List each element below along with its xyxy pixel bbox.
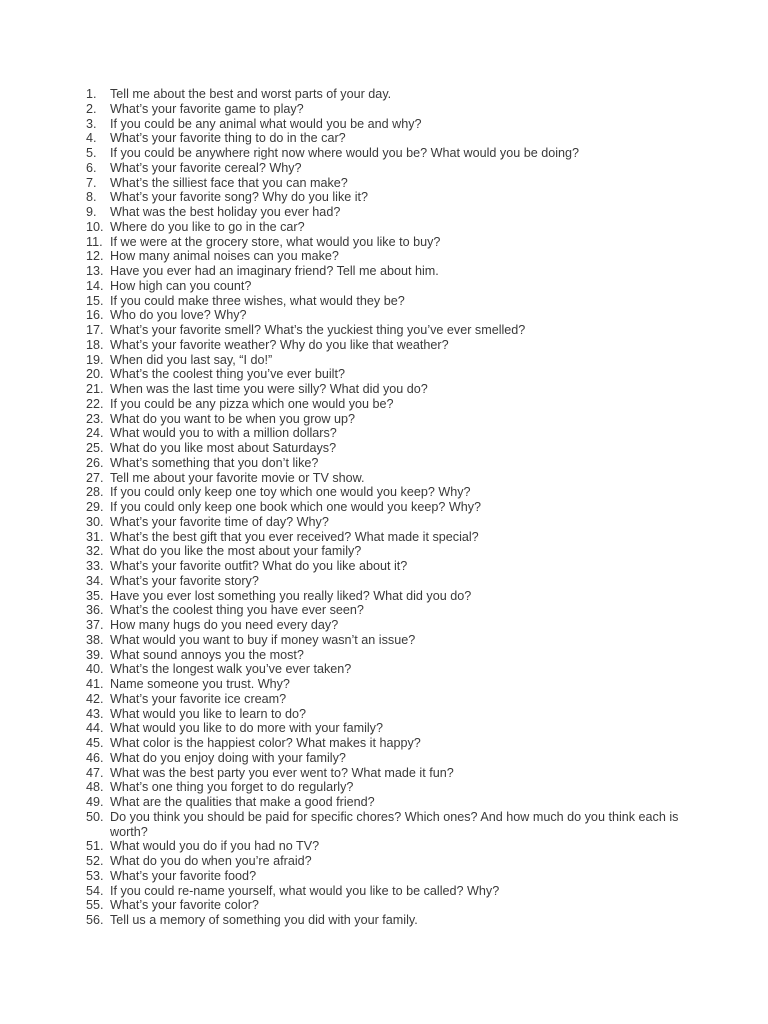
question-number: 23. bbox=[86, 411, 104, 426]
question-item bbox=[86, 485, 686, 500]
question-item bbox=[86, 515, 686, 530]
question-item bbox=[86, 574, 686, 589]
question-text: What’s your favorite color? bbox=[110, 898, 259, 913]
question-item bbox=[86, 382, 686, 397]
question-number: 40. bbox=[86, 662, 104, 677]
question-number: 6. bbox=[86, 160, 97, 175]
question-number: 30. bbox=[86, 514, 104, 529]
question-text: What was the best holiday you ever had? bbox=[110, 205, 341, 219]
question-number: 11. bbox=[86, 234, 103, 249]
question-item bbox=[86, 544, 686, 559]
question-number: 43. bbox=[86, 706, 104, 721]
question-number: 35. bbox=[86, 588, 104, 603]
question-item bbox=[86, 530, 686, 545]
question-text: What do you like the most about your family? bbox=[110, 544, 362, 559]
question-number: 38. bbox=[86, 632, 104, 647]
question-item bbox=[86, 338, 686, 353]
question-number: 19. bbox=[86, 352, 104, 367]
question-number: 46. bbox=[86, 750, 104, 765]
question-number: 18. bbox=[86, 337, 104, 352]
question-item bbox=[86, 677, 686, 692]
question-text: What would you to with a million dollars? bbox=[110, 426, 337, 441]
question-item bbox=[86, 205, 686, 220]
question-list bbox=[86, 87, 686, 928]
question-item bbox=[86, 161, 686, 176]
question-item bbox=[86, 353, 686, 368]
question-text: What color is the happiest color? What makes it happy? bbox=[110, 736, 421, 750]
question-text: What would you like to learn to do? bbox=[110, 706, 307, 721]
question-item bbox=[86, 707, 686, 722]
question-number: 27. bbox=[86, 470, 104, 485]
question-number: 44. bbox=[86, 721, 104, 736]
question-number: 20. bbox=[86, 367, 104, 382]
question-text: What’s your favorite food? bbox=[110, 868, 257, 883]
question-item bbox=[86, 648, 686, 663]
question-number: 54. bbox=[86, 883, 104, 898]
question-text: If you could re-name yourself, what would you like to be called? Why? bbox=[110, 883, 500, 898]
question-number: 4. bbox=[86, 131, 97, 146]
question-item bbox=[86, 618, 686, 633]
question-number: 12. bbox=[86, 249, 104, 264]
question-text: What’s one thing you forget to do regularly? bbox=[110, 780, 354, 795]
question-number: 24. bbox=[86, 426, 104, 441]
question-text: If you could be any pizza which one would you be? bbox=[110, 396, 394, 411]
question-text: What’s your favorite time of day? Why? bbox=[110, 514, 329, 529]
question-number: 5. bbox=[86, 146, 97, 160]
question-number: 29. bbox=[86, 500, 104, 514]
question-text: Do you think you should be paid for specific chores? Which ones? And how much do you think each is worth? bbox=[110, 809, 682, 839]
question-text: If we were at the grocery store, what would you like to buy? bbox=[110, 234, 441, 249]
question-number: 34. bbox=[86, 573, 104, 588]
question-text: What’s your favorite story? bbox=[110, 573, 259, 588]
question-text: Who do you love? Why? bbox=[110, 308, 247, 323]
question-item bbox=[86, 397, 686, 412]
question-item bbox=[86, 839, 686, 854]
question-item bbox=[86, 367, 686, 382]
question-item bbox=[86, 692, 686, 707]
question-text: Have you ever lost something you really liked? What did you do? bbox=[110, 588, 472, 603]
question-number: 25. bbox=[86, 441, 104, 455]
question-number: 13. bbox=[86, 264, 104, 278]
question-number: 16. bbox=[86, 308, 104, 323]
question-text: If you could be anywhere right now where would you be? What would you be doing? bbox=[110, 146, 580, 160]
question-item bbox=[86, 456, 686, 471]
question-item bbox=[86, 766, 686, 781]
question-item bbox=[86, 176, 686, 191]
question-number: 22. bbox=[86, 396, 104, 411]
question-number: 2. bbox=[86, 101, 97, 116]
question-item bbox=[86, 264, 686, 279]
question-text: How high can you count? bbox=[110, 278, 252, 293]
question-number: 42. bbox=[86, 691, 104, 706]
question-item bbox=[86, 913, 686, 928]
question-text: What’s your favorite game to play? bbox=[110, 101, 304, 116]
question-number: 55. bbox=[86, 898, 104, 913]
question-number: 49. bbox=[86, 795, 104, 809]
question-number: 56. bbox=[86, 913, 104, 927]
question-number: 48. bbox=[86, 780, 104, 795]
question-item bbox=[86, 426, 686, 441]
question-text: What’s the best gift that you ever received? What made it special? bbox=[110, 529, 479, 544]
question-number: 52. bbox=[86, 854, 104, 868]
question-text: What’s the longest walk you’ve ever taken? bbox=[110, 662, 352, 677]
question-number: 7. bbox=[86, 175, 97, 190]
question-item bbox=[86, 441, 686, 456]
question-text: What was the best party you ever went to? What made it fun? bbox=[110, 765, 454, 780]
question-number: 9. bbox=[86, 205, 97, 219]
question-item bbox=[86, 131, 686, 146]
question-item bbox=[86, 146, 686, 161]
question-text: What’s the silliest face that you can make? bbox=[110, 175, 348, 190]
question-number: 37. bbox=[86, 618, 104, 632]
question-item bbox=[86, 898, 686, 913]
question-text: What’s something that you don’t like? bbox=[110, 455, 319, 470]
question-text: What would you want to buy if money wasn’t an issue? bbox=[110, 632, 416, 647]
question-text: What’s the coolest thing you have ever seen? bbox=[110, 603, 364, 618]
question-item bbox=[86, 190, 686, 205]
question-number: 15. bbox=[86, 293, 104, 308]
question-item bbox=[86, 633, 686, 648]
question-item bbox=[86, 323, 686, 338]
question-item bbox=[86, 810, 686, 840]
question-number: 1. bbox=[86, 87, 97, 101]
question-item bbox=[86, 721, 686, 736]
question-number: 51. bbox=[86, 839, 104, 854]
question-number: 8. bbox=[86, 190, 97, 205]
question-text: What sound annoys you the most? bbox=[110, 647, 304, 662]
question-number: 50. bbox=[86, 809, 104, 824]
question-text: Name someone you trust. Why? bbox=[110, 677, 290, 691]
question-item bbox=[86, 751, 686, 766]
question-text: If you could only keep one toy which one would you keep? Why? bbox=[110, 485, 471, 500]
question-text: What would you like to do more with your family? bbox=[110, 721, 383, 736]
question-item bbox=[86, 662, 686, 677]
question-item bbox=[86, 603, 686, 618]
question-text: What’s your favorite ice cream? bbox=[110, 691, 287, 706]
question-text: Have you ever had an imaginary friend? Tell me about him. bbox=[110, 264, 439, 278]
question-item bbox=[86, 235, 686, 250]
question-text: What’s your favorite weather? Why do you like that weather? bbox=[110, 337, 449, 352]
question-item bbox=[86, 220, 686, 235]
question-text: How many hugs do you need every day? bbox=[110, 618, 339, 632]
question-item bbox=[86, 412, 686, 427]
question-text: What’s your favorite song? Why do you like it? bbox=[110, 190, 369, 205]
question-text: What do you do when you’re afraid? bbox=[110, 854, 312, 868]
question-number: 32. bbox=[86, 544, 104, 559]
question-number: 33. bbox=[86, 559, 104, 573]
question-text: What’s the coolest thing you’ve ever built? bbox=[110, 367, 345, 382]
question-text: If you could make three wishes, what would they be? bbox=[110, 293, 405, 308]
question-item bbox=[86, 308, 686, 323]
question-number: 17. bbox=[86, 323, 104, 337]
question-text: What’s your favorite cereal? Why? bbox=[110, 160, 302, 175]
question-text: What’s your favorite outfit? What do you like about it? bbox=[110, 559, 408, 573]
question-number: 26. bbox=[86, 455, 104, 470]
question-number: 41. bbox=[86, 677, 104, 691]
question-item bbox=[86, 471, 686, 486]
question-text: Tell me about the best and worst parts of your day. bbox=[110, 87, 392, 101]
question-item bbox=[86, 279, 686, 294]
question-text: Where do you like to go in the car? bbox=[110, 219, 305, 234]
question-number: 10. bbox=[86, 219, 104, 234]
question-item bbox=[86, 117, 686, 132]
question-text: What’s your favorite thing to do in the car? bbox=[110, 131, 346, 146]
question-text: How many animal noises can you make? bbox=[110, 249, 339, 264]
question-item bbox=[86, 795, 686, 810]
question-item bbox=[86, 249, 686, 264]
question-text: What are the qualities that make a good friend? bbox=[110, 795, 375, 809]
question-text: When did you last say, “I do!” bbox=[110, 352, 273, 367]
question-text: If you could be any animal what would you be and why? bbox=[110, 116, 422, 131]
question-item bbox=[86, 780, 686, 795]
question-text: Tell us a memory of something you did with your family. bbox=[110, 913, 418, 927]
question-number: 53. bbox=[86, 868, 104, 883]
question-text: What’s your favorite smell? What’s the yuckiest thing you’ve ever smelled? bbox=[110, 323, 526, 337]
question-item bbox=[86, 869, 686, 884]
question-number: 3. bbox=[86, 116, 97, 131]
question-item bbox=[86, 87, 686, 102]
question-item bbox=[86, 736, 686, 751]
question-text: What would you do if you had no TV? bbox=[110, 839, 320, 854]
question-text: What do you want to be when you grow up? bbox=[110, 411, 356, 426]
question-text: What do you enjoy doing with your family? bbox=[110, 750, 346, 765]
question-item bbox=[86, 102, 686, 117]
question-number: 36. bbox=[86, 603, 104, 618]
question-item bbox=[86, 294, 686, 309]
question-number: 28. bbox=[86, 485, 104, 500]
question-item bbox=[86, 589, 686, 604]
question-text: Tell me about your favorite movie or TV show. bbox=[110, 470, 365, 485]
question-item bbox=[86, 884, 686, 899]
question-text: If you could only keep one book which one would you keep? Why? bbox=[110, 500, 482, 514]
question-number: 39. bbox=[86, 647, 104, 662]
question-item bbox=[86, 500, 686, 515]
question-text: When was the last time you were silly? What did you do? bbox=[110, 382, 428, 396]
question-text: What do you like most about Saturdays? bbox=[110, 441, 337, 455]
question-number: 14. bbox=[86, 278, 104, 293]
question-number: 21. bbox=[86, 382, 104, 396]
question-item bbox=[86, 854, 686, 869]
question-number: 45. bbox=[86, 736, 104, 750]
question-number: 31. bbox=[86, 529, 104, 544]
question-item bbox=[86, 559, 686, 574]
question-number: 47. bbox=[86, 765, 104, 780]
